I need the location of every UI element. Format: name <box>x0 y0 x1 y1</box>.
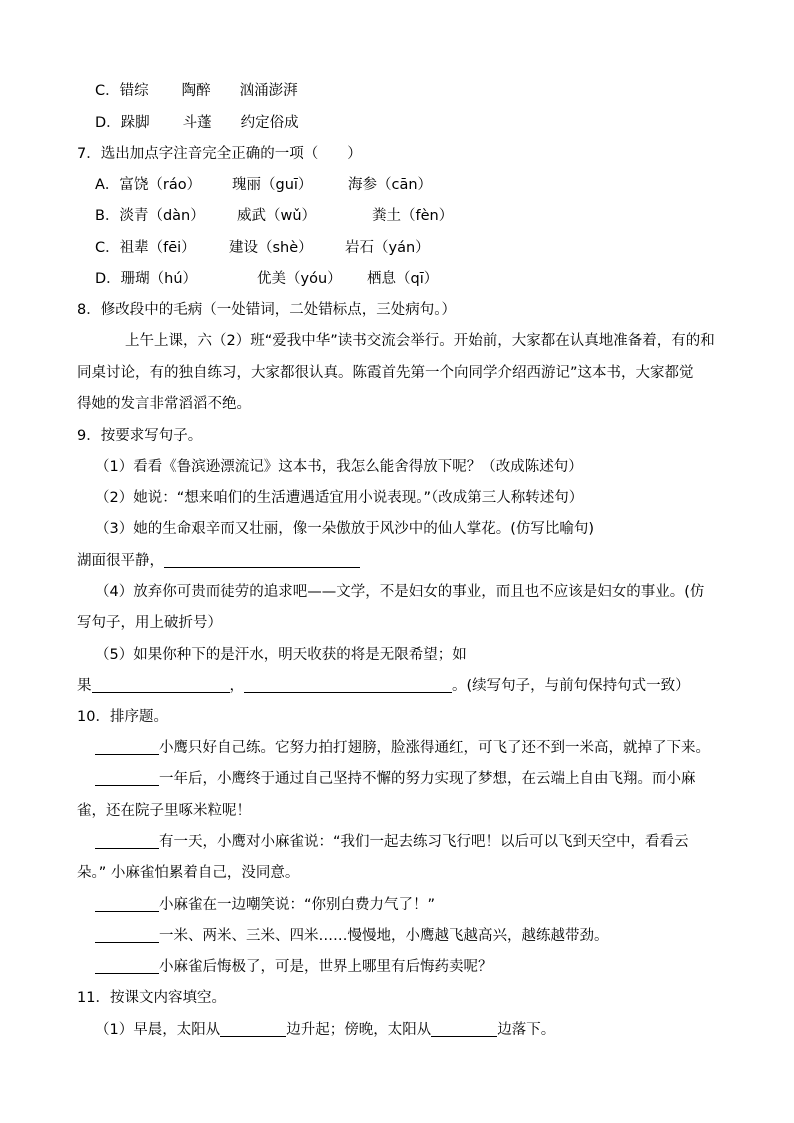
q9-item5-line2 <box>77 676 690 696</box>
q9-title: 9．按要求写句子。 <box>77 428 203 444</box>
q10-row6-text: 小麻雀后悔极了，可是，世界上哪里有后悔药卖呢？ <box>159 959 493 975</box>
q6-d-word2: 斗蓬 <box>182 115 212 131</box>
q7-b-word3: 粪土（fèn） <box>372 208 454 224</box>
q7-option-a <box>95 175 432 195</box>
q10-row1-text: 小鹰只好自己练。它努力拍打翅膀，脸涨得通红，可飞了还不到一米高，就掉了下来。 <box>159 740 710 756</box>
q9-item1: （1）看看《鲁滨逊漂流记》这本书，我怎么能舍得放下呢？（改成陈述句） <box>95 459 583 475</box>
q10-row6 <box>95 957 493 977</box>
q7-a-word3: 海参（cān） <box>348 177 433 193</box>
q9-item4-line1: （4）放弃你可贵而徒劳的追求吧——文学，不是妇女的事业，而且也不应该是妇女的事业。(仿 <box>95 584 705 600</box>
q7-c-word2: 建设（shè） <box>229 240 313 256</box>
q6-c-word3: 汹涌澎湃 <box>239 83 298 99</box>
q10-row2-cont: 雀，还在院子里啄米粒呢！ <box>77 803 251 819</box>
q11-item1-text3: 边落下。 <box>497 1022 556 1038</box>
q9-item5-blank1[interactable] <box>92 676 230 693</box>
q7-b-word2: 威武（wǔ） <box>237 208 317 224</box>
q10-row5-text: 一米、两米、三米、四米……慢慢地，小鹰越飞越高兴，越练越带劲。 <box>159 928 609 944</box>
q9-item2: （2）她说：“想来咱们的生活遭遇适宜用小说表现。”（改成第三人称转述句） <box>95 490 584 506</box>
q7-a-word2: 瑰丽（guī） <box>232 177 313 193</box>
q10-row3 <box>95 832 689 852</box>
q10-row3-cont: 朵。” 小麻雀怕累着自己，没同意。 <box>77 865 300 881</box>
q6-c-word2: 陶醉 <box>181 83 211 99</box>
q10-row4-blank[interactable] <box>95 895 159 912</box>
q10-row4 <box>95 895 435 915</box>
q10-row3-blank[interactable] <box>95 832 159 849</box>
q8-title: 8．修改段中的毛病（一处错词，二处错标点，三处病句。） <box>77 302 456 318</box>
q7-option-d <box>95 269 438 289</box>
q10-title: 10．排序题。 <box>77 709 168 725</box>
q9-item5-prefix: 果 <box>77 678 92 694</box>
q10-row2-blank[interactable] <box>95 769 159 786</box>
q9-item5-suffix: 。(续写句子，与前句保持句式一致） <box>452 678 690 694</box>
q9-item5-blank2[interactable] <box>244 676 452 693</box>
q9-item3: （3）她的生命艰辛而又壮丽，像一朵傲放于风沙中的仙人掌花。(仿写比喻句) <box>95 521 595 537</box>
q10-row5 <box>95 926 609 946</box>
q8-paragraph-line2: 同桌讨论，有的独自练习，大家都很认真。陈霞首先第一个向同学介绍西游记”这本书，大家都觉 <box>77 365 694 381</box>
q10-row4-text: 小麻雀在一边嘲笑说：“你别白费力气了！” <box>159 897 436 913</box>
q6-c-word1: C．错综 <box>95 83 149 99</box>
q8-paragraph-line3: 得她的发言非常滔滔不绝。 <box>77 396 251 412</box>
q7-option-b <box>95 206 453 226</box>
q10-row1-blank[interactable] <box>95 738 159 755</box>
q9-item3-prompt: 湖面很平静， <box>77 553 164 569</box>
q9-item3-answer <box>77 551 360 571</box>
q10-row1 <box>95 738 710 758</box>
q10-row2-text: 一年后，小鹰终于通过自己坚持不懈的努力实现了梦想，在云端上自由飞翔。而小麻 <box>159 771 696 787</box>
q11-item1-blank1[interactable] <box>220 1020 286 1037</box>
q9-item3-blank[interactable] <box>164 551 360 568</box>
q6-d-word3: 约定俗成 <box>240 115 299 131</box>
q7-d-word2: 优美（yóu） <box>257 271 342 287</box>
q9-item4-line2: 写句子，用上破折号） <box>77 615 222 631</box>
q7-d-word1: D．珊瑚（hú） <box>95 271 198 287</box>
q6-option-c <box>95 81 298 101</box>
q7-a-word1: A．富饶（ráo） <box>95 177 202 193</box>
q7-option-c <box>95 238 430 258</box>
q7-b-word1: B．淡青（dàn） <box>95 208 205 224</box>
q11-item1-text2: 边升起；傍晚，太阳从 <box>286 1022 432 1038</box>
q11-item1-text1: （1）早晨，太阳从 <box>95 1022 221 1038</box>
q7-c-word3: 岩石（yán） <box>345 240 430 256</box>
q8-paragraph-line1: 上午上课，六（2）班“爱我中华”读书交流会举行。开始前，大家都在认真地准备着，有的和 <box>125 333 715 349</box>
q9-item5-comma: ， <box>229 678 244 694</box>
q6-d-word1: D．跺脚 <box>95 115 150 131</box>
q6-option-d <box>95 113 299 133</box>
q9-item5-line1: （5）如果你种下的是汗水，明天收获的将是无限希望；如 <box>95 647 467 663</box>
q7-title: 7．选出加点字注音完全正确的一项（ ） <box>77 146 362 162</box>
q11-item1-blank2[interactable] <box>431 1020 497 1037</box>
q10-row2 <box>95 769 696 789</box>
q11-title: 11．按课文内容填空。 <box>77 990 226 1006</box>
q7-d-word3: 栖息（qī） <box>367 271 439 287</box>
q10-row6-blank[interactable] <box>95 957 159 974</box>
q10-row5-blank[interactable] <box>95 926 159 943</box>
q11-item1 <box>95 1020 555 1040</box>
q10-row3-text: 有一天，小鹰对小麻雀说：“我们一起去练习飞行吧！以后可以飞到天空中，看看云 <box>159 834 689 850</box>
q7-c-word1: C．祖辈（fēi） <box>95 240 196 256</box>
